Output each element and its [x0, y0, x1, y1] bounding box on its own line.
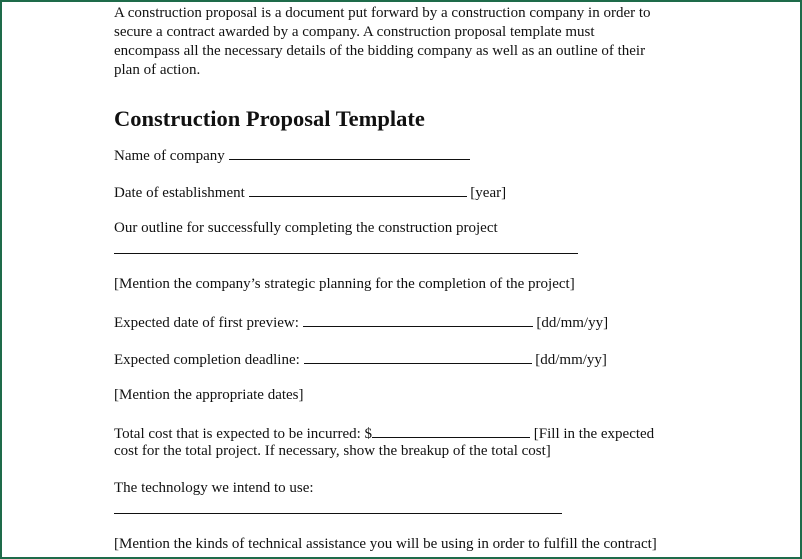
company-name-field [114, 145, 470, 166]
completion-blank[interactable] [304, 349, 532, 364]
cost-line-2: cost for the total project. If necessary, show the breakup of the total cost] [114, 443, 551, 459]
completion-field [114, 349, 607, 370]
company-name-label: Name of company [114, 148, 225, 164]
completion-suffix: [dd/mm/yy] [535, 352, 607, 368]
outline-blank[interactable] [114, 253, 578, 254]
cost-blank[interactable] [372, 423, 530, 438]
completion-label: Expected completion deadline: [114, 352, 300, 368]
cost-label: Total cost that is expected to be incurred: $ [114, 426, 373, 442]
intro-line-4: plan of action. [114, 62, 201, 78]
cost-field [114, 423, 654, 444]
outline-label: Our outline for successfully completing the construction project [114, 220, 498, 236]
technology-blank[interactable] [114, 513, 562, 514]
page-title: Construction Proposal Template [114, 106, 425, 131]
strategic-note: [Mention the company’s strategic planning for the completion of the project] [114, 276, 575, 292]
first-preview-label: Expected date of first preview: [114, 315, 299, 331]
first-preview-suffix: [dd/mm/yy] [536, 315, 609, 331]
intro-line-1: A construction proposal is a document put forward by a construction company in order to [114, 5, 651, 21]
dates-note: [Mention the appropriate dates] [114, 387, 304, 403]
establishment-suffix: [year] [470, 185, 507, 201]
establishment-blank[interactable] [249, 182, 467, 197]
first-preview-field [114, 312, 608, 333]
first-preview-blank[interactable] [303, 312, 533, 327]
cost-suffix: [Fill in the expected [533, 426, 655, 442]
establishment-label: Date of establishment [114, 185, 245, 201]
technical-note: [Mention the kinds of technical assistance you will be using in order to fulfill the contract] [114, 536, 657, 552]
establishment-field [114, 182, 506, 203]
intro-line-3: encompass all the necessary details of the bidding company as well as an outline of their [114, 43, 646, 59]
company-name-blank[interactable] [229, 145, 470, 160]
technology-label: The technology we intend to use: [114, 480, 314, 496]
intro-line-2: secure a contract awarded by a company. A construction proposal template must [114, 24, 595, 40]
